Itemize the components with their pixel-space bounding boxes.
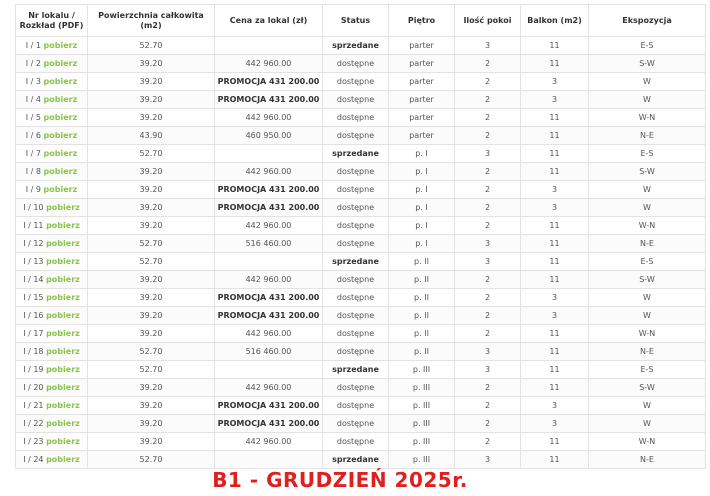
table-row	[16, 199, 706, 217]
units-table	[15, 4, 706, 469]
cell-rooms: 2	[455, 55, 521, 73]
unit-number: I / 24	[23, 454, 44, 464]
cell-rooms: 2	[455, 109, 521, 127]
unit-number: I / 16	[23, 310, 44, 320]
cell-balcony: 3	[521, 289, 589, 307]
cell-balcony: 11	[521, 343, 589, 361]
cell-unit	[16, 271, 88, 289]
table-row	[16, 289, 706, 307]
unit-number: I / 20	[23, 382, 44, 392]
cell-status: dostępne	[323, 415, 389, 433]
cell-price: PROMOCJA 431 200.00	[215, 415, 323, 433]
cell-exposure: E-S	[589, 361, 706, 379]
download-pdf-link[interactable]: pobierz	[46, 346, 80, 356]
unit-number: I / 15	[23, 292, 44, 302]
table-row	[16, 37, 706, 55]
cell-status: sprzedane	[323, 37, 389, 55]
cell-floor: p. II	[389, 343, 455, 361]
cell-exposure: N-E	[589, 235, 706, 253]
cell-balcony: 11	[521, 325, 589, 343]
header-exposure: Ekspozycja	[589, 5, 706, 37]
header-unit: Nr lokalu / Rozkład (PDF)	[16, 5, 88, 37]
cell-floor: parter	[389, 73, 455, 91]
cell-floor: p. II	[389, 325, 455, 343]
cell-floor: parter	[389, 127, 455, 145]
cell-exposure: N-E	[589, 127, 706, 145]
download-pdf-link[interactable]: pobierz	[46, 328, 80, 338]
cell-status: dostępne	[323, 73, 389, 91]
cell-floor: p. III	[389, 397, 455, 415]
table-row	[16, 217, 706, 235]
unit-number: I / 7	[25, 148, 41, 158]
unit-number: I / 19	[23, 364, 44, 374]
cell-floor: parter	[389, 109, 455, 127]
cell-balcony: 11	[521, 217, 589, 235]
cell-area: 39.20	[88, 217, 215, 235]
table-row	[16, 415, 706, 433]
unit-number: I / 18	[23, 346, 44, 356]
unit-number: I / 17	[23, 328, 44, 338]
cell-rooms: 2	[455, 181, 521, 199]
table-row	[16, 433, 706, 451]
cell-price	[215, 145, 323, 163]
cell-area: 39.20	[88, 325, 215, 343]
cell-floor: p. I	[389, 217, 455, 235]
unit-number: I / 11	[23, 220, 44, 230]
cell-unit	[16, 91, 88, 109]
cell-unit	[16, 109, 88, 127]
table-row	[16, 163, 706, 181]
cell-status: dostępne	[323, 55, 389, 73]
unit-number: I / 22	[23, 418, 44, 428]
cell-balcony: 11	[521, 37, 589, 55]
cell-floor: p. III	[389, 433, 455, 451]
unit-number: I / 21	[23, 400, 44, 410]
cell-price: 442 960.00	[215, 109, 323, 127]
cell-rooms: 3	[455, 235, 521, 253]
table-row	[16, 73, 706, 91]
cell-rooms: 2	[455, 91, 521, 109]
cell-balcony: 3	[521, 73, 589, 91]
cell-unit	[16, 73, 88, 91]
unit-number: I / 23	[23, 436, 44, 446]
cell-balcony: 11	[521, 55, 589, 73]
cell-rooms: 2	[455, 307, 521, 325]
cell-price: 442 960.00	[215, 55, 323, 73]
cell-area: 52.70	[88, 235, 215, 253]
cell-rooms: 2	[455, 325, 521, 343]
cell-floor: p. III	[389, 361, 455, 379]
cell-exposure: W	[589, 181, 706, 199]
cell-status: dostępne	[323, 325, 389, 343]
cell-rooms: 3	[455, 37, 521, 55]
cell-unit	[16, 451, 88, 469]
cell-unit	[16, 433, 88, 451]
cell-area: 39.20	[88, 415, 215, 433]
cell-exposure: W-N	[589, 325, 706, 343]
cell-area: 43.90	[88, 127, 215, 145]
cell-area: 39.20	[88, 397, 215, 415]
cell-unit	[16, 145, 88, 163]
cell-status: dostępne	[323, 199, 389, 217]
cell-floor: parter	[389, 37, 455, 55]
header-row	[16, 5, 706, 37]
cell-balcony: 3	[521, 199, 589, 217]
cell-price	[215, 37, 323, 55]
cell-area: 52.70	[88, 253, 215, 271]
cell-floor: p. I	[389, 199, 455, 217]
cell-status: dostępne	[323, 163, 389, 181]
cell-rooms: 3	[455, 343, 521, 361]
unit-number: I / 3	[25, 76, 41, 86]
table-row	[16, 181, 706, 199]
cell-area: 52.70	[88, 37, 215, 55]
download-pdf-link[interactable]: pobierz	[46, 292, 80, 302]
cell-balcony: 11	[521, 361, 589, 379]
cell-exposure: E-S	[589, 145, 706, 163]
unit-number: I / 4	[25, 94, 41, 104]
cell-exposure: E-S	[589, 37, 706, 55]
cell-unit	[16, 127, 88, 145]
cell-balcony: 3	[521, 307, 589, 325]
unit-number: I / 12	[23, 238, 44, 248]
table-row	[16, 235, 706, 253]
cell-exposure: W-N	[589, 217, 706, 235]
cell-exposure: S-W	[589, 163, 706, 181]
cell-floor: p. I	[389, 163, 455, 181]
cell-exposure: W	[589, 289, 706, 307]
cell-rooms: 2	[455, 73, 521, 91]
cell-unit	[16, 325, 88, 343]
cell-balcony: 3	[521, 181, 589, 199]
cell-balcony: 3	[521, 91, 589, 109]
download-pdf-link[interactable]: pobierz	[43, 130, 78, 140]
cell-price: 442 960.00	[215, 433, 323, 451]
download-pdf-link[interactable]: pobierz	[46, 238, 80, 248]
download-pdf-link[interactable]: pobierz	[43, 94, 78, 104]
cell-balcony: 11	[521, 379, 589, 397]
download-pdf-link[interactable]: pobierz	[46, 256, 80, 266]
unit-number: I / 6	[25, 130, 41, 140]
cell-unit	[16, 199, 88, 217]
cell-price: PROMOCJA 431 200.00	[215, 91, 323, 109]
download-pdf-link[interactable]: pobierz	[43, 166, 78, 176]
cell-floor: p. III	[389, 415, 455, 433]
cell-status: dostępne	[323, 181, 389, 199]
cell-exposure: W	[589, 199, 706, 217]
table-row	[16, 55, 706, 73]
unit-number: I / 8	[25, 166, 41, 176]
cell-balcony: 3	[521, 415, 589, 433]
cell-balcony: 11	[521, 235, 589, 253]
table-row	[16, 91, 706, 109]
cell-area: 39.20	[88, 433, 215, 451]
cell-rooms: 3	[455, 253, 521, 271]
cell-price: 460 950.00	[215, 127, 323, 145]
table-row	[16, 451, 706, 469]
cell-price	[215, 361, 323, 379]
header-rooms: Ilość pokoi	[455, 5, 521, 37]
table-row	[16, 343, 706, 361]
download-pdf-link[interactable]: pobierz	[46, 274, 80, 284]
cell-balcony: 11	[521, 163, 589, 181]
cell-price: PROMOCJA 431 200.00	[215, 397, 323, 415]
cell-unit	[16, 415, 88, 433]
cell-price: 442 960.00	[215, 379, 323, 397]
cell-area: 39.20	[88, 55, 215, 73]
cell-unit	[16, 307, 88, 325]
cell-rooms: 3	[455, 451, 521, 469]
download-pdf-link[interactable]: pobierz	[43, 40, 78, 50]
cell-unit	[16, 235, 88, 253]
cell-floor: p. II	[389, 253, 455, 271]
footer-title: B1 - GRUDZIEŃ 2025r.	[212, 468, 468, 492]
cell-floor: p. I	[389, 145, 455, 163]
cell-floor: p. II	[389, 289, 455, 307]
cell-rooms: 2	[455, 379, 521, 397]
cell-price: 516 460.00	[215, 343, 323, 361]
cell-floor: p. II	[389, 307, 455, 325]
cell-status: sprzedane	[323, 361, 389, 379]
download-pdf-link[interactable]: pobierz	[46, 202, 80, 212]
table-row	[16, 307, 706, 325]
header-status: Status	[323, 5, 389, 37]
cell-exposure: W-N	[589, 433, 706, 451]
cell-exposure: W	[589, 91, 706, 109]
cell-exposure: W	[589, 397, 706, 415]
unit-number: I / 5	[25, 112, 41, 122]
unit-number: I / 9	[25, 184, 41, 194]
cell-status: dostępne	[323, 307, 389, 325]
cell-status: dostępne	[323, 127, 389, 145]
cell-unit	[16, 163, 88, 181]
cell-balcony: 11	[521, 433, 589, 451]
header-floor: Piętro	[389, 5, 455, 37]
download-pdf-link[interactable]: pobierz	[46, 310, 80, 320]
cell-area: 39.20	[88, 91, 215, 109]
cell-balcony: 3	[521, 397, 589, 415]
cell-area: 39.20	[88, 271, 215, 289]
cell-status: dostępne	[323, 397, 389, 415]
cell-exposure: N-E	[589, 343, 706, 361]
cell-floor: p. II	[389, 271, 455, 289]
cell-balcony: 11	[521, 127, 589, 145]
table-row	[16, 379, 706, 397]
cell-exposure: N-E	[589, 451, 706, 469]
table-row	[16, 361, 706, 379]
cell-price	[215, 451, 323, 469]
cell-price: 442 960.00	[215, 217, 323, 235]
cell-status: dostępne	[323, 109, 389, 127]
cell-area: 39.20	[88, 181, 215, 199]
cell-unit	[16, 253, 88, 271]
cell-exposure: W	[589, 307, 706, 325]
cell-area: 39.20	[88, 307, 215, 325]
cell-unit	[16, 217, 88, 235]
cell-status: dostępne	[323, 217, 389, 235]
cell-price: 516 460.00	[215, 235, 323, 253]
cell-balcony: 11	[521, 271, 589, 289]
cell-exposure: S-W	[589, 55, 706, 73]
download-pdf-link[interactable]: pobierz	[46, 400, 80, 410]
cell-floor: p. III	[389, 379, 455, 397]
cell-price: PROMOCJA 431 200.00	[215, 199, 323, 217]
cell-price: PROMOCJA 431 200.00	[215, 181, 323, 199]
cell-unit	[16, 397, 88, 415]
cell-status: dostępne	[323, 271, 389, 289]
download-pdf-link[interactable]: pobierz	[46, 454, 80, 464]
cell-area: 39.20	[88, 109, 215, 127]
cell-area: 52.70	[88, 343, 215, 361]
download-pdf-link[interactable]: pobierz	[46, 220, 80, 230]
cell-rooms: 2	[455, 397, 521, 415]
cell-status: dostępne	[323, 289, 389, 307]
cell-status: sprzedane	[323, 451, 389, 469]
cell-price: PROMOCJA 431 200.00	[215, 73, 323, 91]
cell-status: dostępne	[323, 235, 389, 253]
download-pdf-link[interactable]: pobierz	[43, 184, 78, 194]
cell-rooms: 2	[455, 433, 521, 451]
table-row	[16, 253, 706, 271]
download-pdf-link[interactable]: pobierz	[46, 382, 80, 392]
download-pdf-link[interactable]: pobierz	[43, 76, 78, 86]
cell-area: 39.20	[88, 289, 215, 307]
cell-status: dostępne	[323, 379, 389, 397]
download-pdf-link[interactable]: pobierz	[46, 364, 80, 374]
cell-unit	[16, 343, 88, 361]
cell-price: PROMOCJA 431 200.00	[215, 307, 323, 325]
cell-status: sprzedane	[323, 253, 389, 271]
cell-rooms: 2	[455, 163, 521, 181]
download-pdf-link[interactable]: pobierz	[46, 436, 80, 446]
table-row	[16, 325, 706, 343]
cell-unit	[16, 361, 88, 379]
cell-balcony: 11	[521, 451, 589, 469]
cell-balcony: 11	[521, 145, 589, 163]
unit-number: I / 1	[25, 40, 41, 50]
unit-number: I / 14	[23, 274, 44, 284]
cell-area: 39.20	[88, 199, 215, 217]
cell-unit	[16, 37, 88, 55]
header-price: Cena za lokal (zł)	[215, 5, 323, 37]
cell-area: 39.20	[88, 73, 215, 91]
table-row	[16, 145, 706, 163]
cell-price: 442 960.00	[215, 325, 323, 343]
download-pdf-link[interactable]: pobierz	[43, 112, 78, 122]
cell-rooms: 3	[455, 361, 521, 379]
download-pdf-link[interactable]: pobierz	[43, 58, 78, 68]
cell-rooms: 2	[455, 271, 521, 289]
cell-exposure: S-W	[589, 379, 706, 397]
cell-balcony: 11	[521, 253, 589, 271]
cell-exposure: E-S	[589, 253, 706, 271]
cell-area: 39.20	[88, 379, 215, 397]
cell-area: 52.70	[88, 145, 215, 163]
cell-rooms: 2	[455, 217, 521, 235]
cell-exposure: W-N	[589, 109, 706, 127]
table-row	[16, 109, 706, 127]
cell-rooms: 2	[455, 199, 521, 217]
cell-area: 52.70	[88, 361, 215, 379]
table-row	[16, 271, 706, 289]
cell-status: dostępne	[323, 433, 389, 451]
cell-price: 442 960.00	[215, 163, 323, 181]
cell-balcony: 11	[521, 109, 589, 127]
cell-rooms: 3	[455, 145, 521, 163]
table-row	[16, 127, 706, 145]
cell-status: dostępne	[323, 343, 389, 361]
cell-rooms: 2	[455, 289, 521, 307]
header-area: Powierzchnia całkowita (m2)	[88, 5, 215, 37]
cell-floor: parter	[389, 91, 455, 109]
cell-price: 442 960.00	[215, 271, 323, 289]
cell-unit	[16, 55, 88, 73]
cell-unit	[16, 379, 88, 397]
cell-area: 52.70	[88, 451, 215, 469]
table-row	[16, 397, 706, 415]
cell-exposure: W	[589, 73, 706, 91]
cell-status: dostępne	[323, 91, 389, 109]
cell-rooms: 2	[455, 127, 521, 145]
cell-price: PROMOCJA 431 200.00	[215, 289, 323, 307]
unit-number: I / 2	[25, 58, 41, 68]
cell-unit	[16, 289, 88, 307]
cell-floor: p. I	[389, 235, 455, 253]
unit-number: I / 13	[23, 256, 44, 266]
download-pdf-link[interactable]: pobierz	[43, 148, 78, 158]
cell-exposure: W	[589, 415, 706, 433]
cell-floor: p. I	[389, 181, 455, 199]
cell-floor: parter	[389, 55, 455, 73]
download-pdf-link[interactable]: pobierz	[46, 418, 80, 428]
cell-status: sprzedane	[323, 145, 389, 163]
header-balcony: Balkon (m2)	[521, 5, 589, 37]
cell-area: 39.20	[88, 163, 215, 181]
unit-number: I / 10	[23, 202, 44, 212]
cell-rooms: 2	[455, 415, 521, 433]
cell-price	[215, 253, 323, 271]
cell-exposure: S-W	[589, 271, 706, 289]
cell-floor: p. III	[389, 451, 455, 469]
cell-unit	[16, 181, 88, 199]
